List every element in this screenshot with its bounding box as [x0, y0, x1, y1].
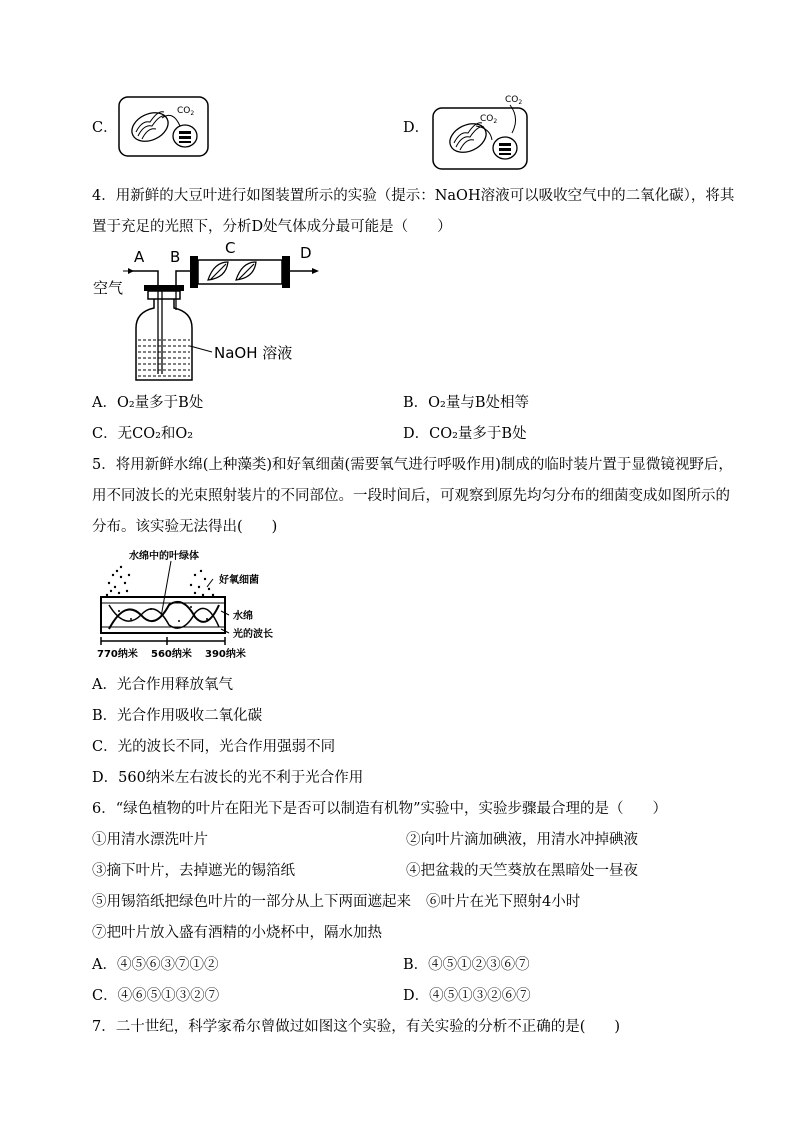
label-chloroplast: 水绵中的叶绿体 — [129, 551, 199, 562]
d-co2-mid-label: $CO_2$ — [480, 114, 498, 125]
q4-option-d[interactable]: D．CO₂量多于B处 — [403, 426, 527, 442]
label-naoh: NaOH 溶液 — [214, 344, 293, 362]
chloroplast-icon — [127, 107, 172, 147]
q6-step-5: ⑤用锡箔纸把绿色叶片的一部分从上下两面遮起来 — [92, 894, 411, 910]
q5-stem-line1: 5．将用新鲜水绵(上种藻类)和好氧细菌(需要氧气进行呼吸作用)制成的临时装片置于显微镜视野后， — [92, 457, 733, 473]
q5-option-a[interactable]: A．光合作用释放氧气 — [92, 677, 233, 693]
label-390: 390纳米 — [205, 649, 246, 660]
q4-stem-line2: 置于充足的光照下，分析D处气体成分最可能是（ ） — [92, 219, 452, 235]
q5-stem-line3: 分布。该实验无法得出( ) — [92, 519, 278, 535]
q4-option-b[interactable]: B．O₂量与B处相等 — [403, 395, 530, 411]
label-spirogyra: 水绵 — [233, 611, 253, 622]
q6-step-1: ①用清水漂洗叶片 — [92, 832, 208, 848]
q6-stem: 6．“绿色植物的叶片在阳光下是否可以制造有机物”实验中，实验步骤最合理的是（ ） — [92, 801, 668, 817]
leaf-icon — [208, 262, 228, 280]
q6-step-7: ⑦把叶片放入盛有酒精的小烧杯中，隔水加热 — [92, 925, 382, 941]
option-d-label[interactable]: D． — [403, 120, 430, 136]
label-560: 560纳米 — [151, 649, 192, 660]
q5-spirogyra-diagram — [95, 545, 295, 663]
q6-option-b[interactable]: B．④⑤①②③⑥⑦ — [403, 957, 530, 973]
option-d-diagram — [430, 88, 530, 172]
label-bacteria: 好氧细菌 — [219, 575, 259, 586]
q5-option-c[interactable]: C．光的波长不同，光合作用强弱不同 — [92, 739, 336, 755]
c-co2-label: $CO_2$ — [177, 106, 195, 117]
q5-option-b[interactable]: B．光合作用吸收二氧化碳 — [92, 708, 263, 724]
q6-option-c[interactable]: C．④⑥⑤①③②⑦ — [92, 988, 220, 1004]
mitochondrion-icon — [493, 137, 517, 159]
q6-option-d[interactable]: D．④⑤①③②⑥⑦ — [403, 988, 531, 1004]
label-a: A — [134, 248, 145, 266]
q6-step-6: ⑥叶片在光下照射4小时 — [426, 894, 581, 910]
leaf-icon — [236, 262, 256, 280]
q4-option-c[interactable]: C．无CO₂和O₂ — [92, 426, 194, 442]
q5-option-d[interactable]: D．560纳米左右波长的光不利于光合作用 — [92, 770, 364, 786]
q4-stem-line1: 4．用新鲜的大豆叶进行如图装置所示的实验（提示：NaOH溶液可以吸收空气中的二氧化碳），将其 — [92, 188, 735, 204]
q5-stem-line2: 用不同波长的光束照射装片的不同部位。一段时间后，可观察到原先均匀分布的细菌变成如图所示的 — [92, 488, 730, 504]
chloroplast-icon — [445, 118, 490, 158]
label-770: 770纳米 — [97, 649, 138, 660]
option-c-label[interactable]: C． — [92, 120, 118, 136]
mitochondrion-icon — [173, 125, 197, 147]
q6-step-4: ④把盆栽的天竺葵放在黑暗处一昼夜 — [406, 863, 638, 879]
option-c-diagram — [118, 96, 210, 158]
q4-apparatus-diagram — [90, 238, 340, 388]
label-wavelength: 光的波长 — [233, 629, 273, 640]
q6-step-3: ③摘下叶片，去掉遮光的锡箔纸 — [92, 863, 295, 879]
label-b: B — [170, 248, 181, 266]
q6-option-a[interactable]: A．④⑤⑥③⑦①② — [92, 957, 219, 973]
q4-option-a[interactable]: A．O₂量多于B处 — [92, 395, 204, 411]
label-air: 空气 — [93, 279, 124, 297]
d-co2-top-label: $CO_2$ — [505, 95, 523, 106]
q7-stem: 7．二十世纪，科学家希尔曾做过如图这个实验，有关实验的分析不正确的是( ) — [92, 1019, 621, 1035]
label-d: D — [300, 244, 312, 262]
label-c: C — [225, 239, 236, 257]
q6-step-2: ②向叶片滴加碘液，用清水冲掉碘液 — [406, 832, 638, 848]
